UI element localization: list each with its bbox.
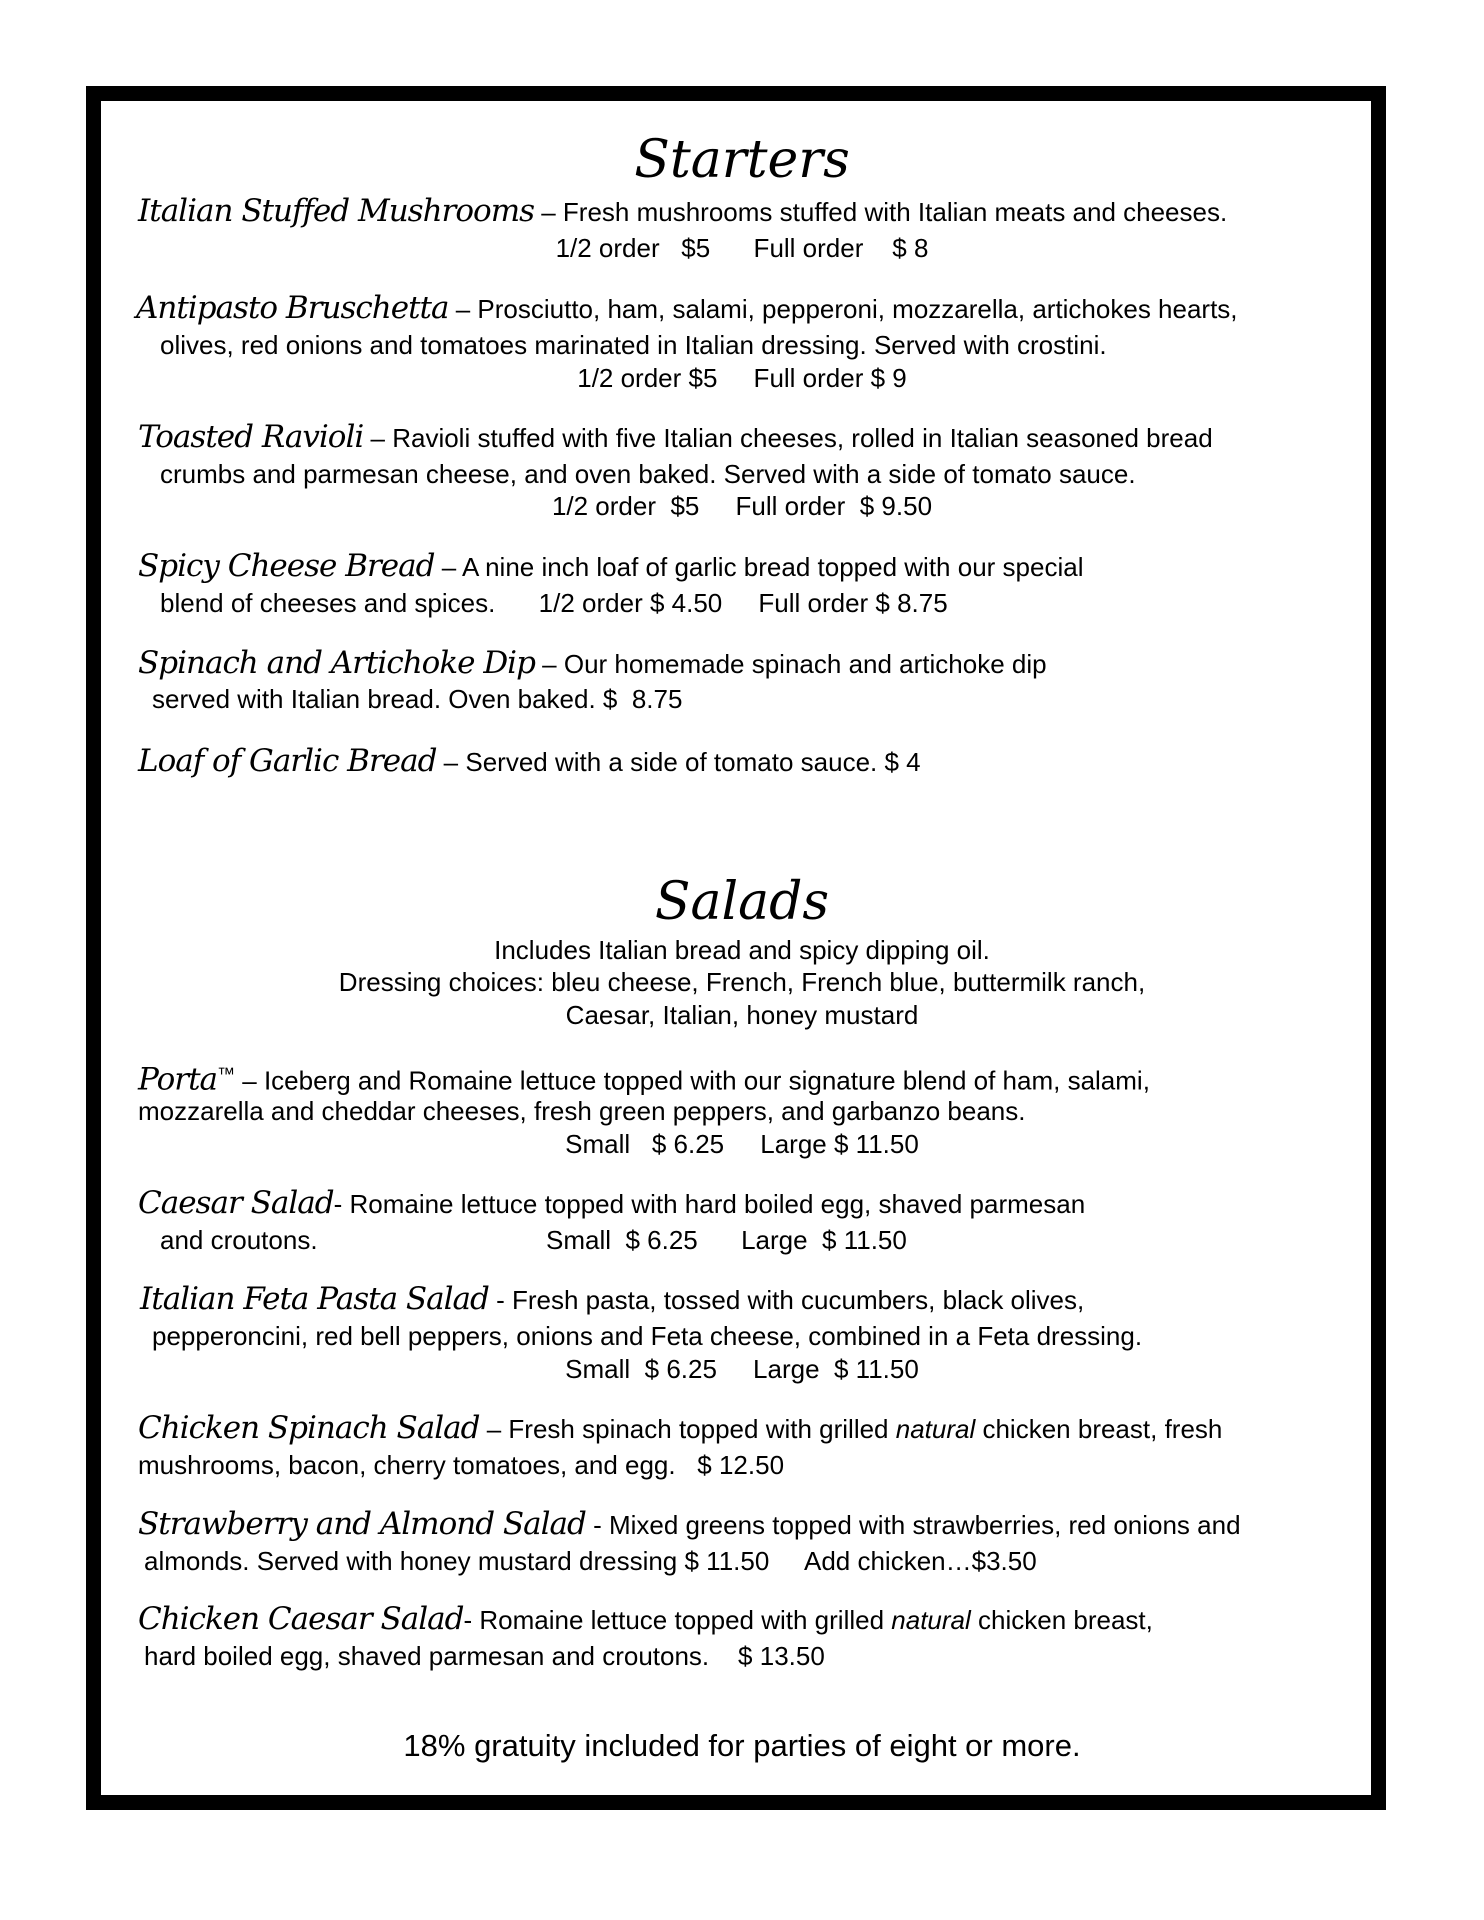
item-dash: – xyxy=(434,552,462,582)
menu-item-porta xyxy=(138,1058,1150,1097)
item-name: Italian Feta Pasta Salad xyxy=(140,1281,489,1317)
item-dash: – xyxy=(448,294,478,324)
item-name: Chicken Caesar Salad xyxy=(138,1601,464,1637)
item-description: Served with a side of tomato sauce. $ 4 xyxy=(465,747,921,777)
item-dash: - xyxy=(463,1605,480,1635)
item-price-line: 1/2 order $5 Full order $ 9 xyxy=(577,363,907,393)
item-name: Antipasto Bruschetta xyxy=(136,290,449,326)
item-name: Italian Stuffed Mushrooms xyxy=(138,193,534,229)
item-dash: – xyxy=(534,197,563,227)
item-name: Loaf of Garlic Bread xyxy=(138,743,437,779)
salads-intro-line1: Includes Italian bread and spicy dipping oil. xyxy=(494,935,990,965)
menu-item-strawberry-almond-salad xyxy=(138,1508,1241,1541)
item-description-line2: pepperoncini, red bell peppers, onions and Feta cheese, combined in a Feta dressing. xyxy=(152,1321,1143,1351)
item-description: Iceberg and Romaine lettuce topped with our signature blend of ham, salami, xyxy=(263,1065,1150,1096)
item-description: Fresh mushrooms stuffed with Italian meats and cheeses. xyxy=(562,197,1228,227)
menu-item-spinach-artichoke-dip xyxy=(138,647,1047,680)
menu-item-chicken-spinach-salad xyxy=(138,1412,1222,1445)
menu-item-caesar-salad xyxy=(138,1187,1085,1220)
gratuity-note: 18% gratuity included for parties of eight or more. xyxy=(403,1728,1081,1763)
item-description: Prosciutto, ham, salami, pepperoni, mozzarella, artichokes hearts, xyxy=(477,294,1238,324)
item-dash: – xyxy=(363,423,393,453)
menu-item-chicken-caesar-salad xyxy=(138,1603,1153,1636)
item-description-line2: mozzarella and cheddar cheeses, fresh green peppers, and garbanzo beans. xyxy=(138,1096,1026,1126)
item-price-line: 1/2 order $5 Full order $ 9.50 xyxy=(551,491,933,521)
item-description: Romaine lettuce topped with grilled xyxy=(479,1605,892,1635)
item-dash: – xyxy=(235,1065,264,1096)
item-description: Our homemade spinach and artichoke dip xyxy=(563,649,1047,679)
item-description: Ravioli stuffed with five Italian cheeses, rolled in Italian seasoned bread xyxy=(392,423,1213,453)
item-description-line2: olives, red onions and tomatoes marinated in Italian dressing. Served with crostini. xyxy=(160,330,1107,360)
item-name: Porta xyxy=(138,1061,218,1098)
salads-intro-line2: Dressing choices: bleu cheese, French, French blue, buttermilk ranch, xyxy=(338,967,1146,997)
menu-item-antipasto-bruschetta xyxy=(136,292,1238,325)
item-description-line2: served with Italian bread. Oven baked. $ 8.75 xyxy=(152,684,683,714)
item-price-line: Small $ 6.25 Large $ 11.50 xyxy=(565,1354,919,1384)
menu-item-stuffed-mushrooms xyxy=(138,195,1227,228)
menu-item-garlic-bread xyxy=(138,745,921,778)
section-title-salads: Salads xyxy=(654,872,830,932)
item-name: Spinach and Artichoke Dip xyxy=(138,645,535,681)
item-dash: - xyxy=(585,1510,609,1540)
item-description: Fresh pasta, tossed with cucumbers, black olives, xyxy=(512,1285,1085,1315)
item-description-emphasis: natural xyxy=(891,1605,971,1635)
menu-item-italian-feta-pasta-salad xyxy=(140,1283,1084,1316)
trademark-symbol: ™ xyxy=(217,1064,236,1084)
item-description-line2: and croutons. xyxy=(160,1225,318,1255)
menu-item-spicy-cheese-bread xyxy=(138,550,1083,583)
item-price-line: 1/2 order $5 Full order $ 8 xyxy=(555,233,929,263)
item-dash: – xyxy=(479,1414,509,1444)
item-dash: – xyxy=(436,747,466,777)
item-description: Romaine lettuce topped with hard boiled egg, shaved parmesan xyxy=(349,1189,1086,1219)
item-name: Spicy Cheese Bread xyxy=(138,548,435,584)
menu-item-toasted-ravioli xyxy=(138,421,1213,454)
item-description: A nine inch loaf of garlic bread topped with our special xyxy=(461,552,1084,582)
item-dash: – xyxy=(534,649,564,679)
item-description-line2: mushrooms, bacon, cherry tomatoes, and egg. $ 12.50 xyxy=(138,1450,785,1480)
item-price-line: Small $ 6.25 Large $ 11.50 xyxy=(546,1225,907,1255)
item-description-emphasis: natural xyxy=(895,1414,976,1444)
item-description-line2: hard boiled egg, shaved parmesan and croutons. $ 13.50 xyxy=(144,1641,825,1671)
salads-intro-line3: Caesar, Italian, honey mustard xyxy=(565,1000,919,1030)
item-dash: - xyxy=(488,1285,512,1315)
item-description: chicken breast, xyxy=(970,1605,1153,1635)
item-name: Toasted Ravioli xyxy=(138,419,364,455)
item-description-line2: crumbs and parmesan cheese, and oven baked. Served with a side of tomato sauce. xyxy=(160,459,1136,489)
item-price-line: Small $ 6.25 Large $ 11.50 xyxy=(565,1129,919,1159)
section-title-starters: Starters xyxy=(634,130,850,190)
item-name: Caesar Salad xyxy=(138,1185,334,1221)
item-description-line2: blend of cheeses and spices. 1/2 order $ 4.50 Full order $ 8.75 xyxy=(160,588,948,618)
item-description: chicken breast, fresh xyxy=(975,1414,1223,1444)
item-name: Chicken Spinach Salad xyxy=(138,1410,480,1446)
item-description: Fresh spinach topped with grilled xyxy=(508,1414,896,1444)
item-dash: - xyxy=(333,1189,350,1219)
item-description: Mixed greens topped with strawberries, red onions and xyxy=(608,1510,1241,1540)
item-description-line2: almonds. Served with honey mustard dressing $ 11.50 Add chicken…$3.50 xyxy=(144,1546,1037,1576)
item-name: Strawberry and Almond Salad xyxy=(138,1506,586,1542)
